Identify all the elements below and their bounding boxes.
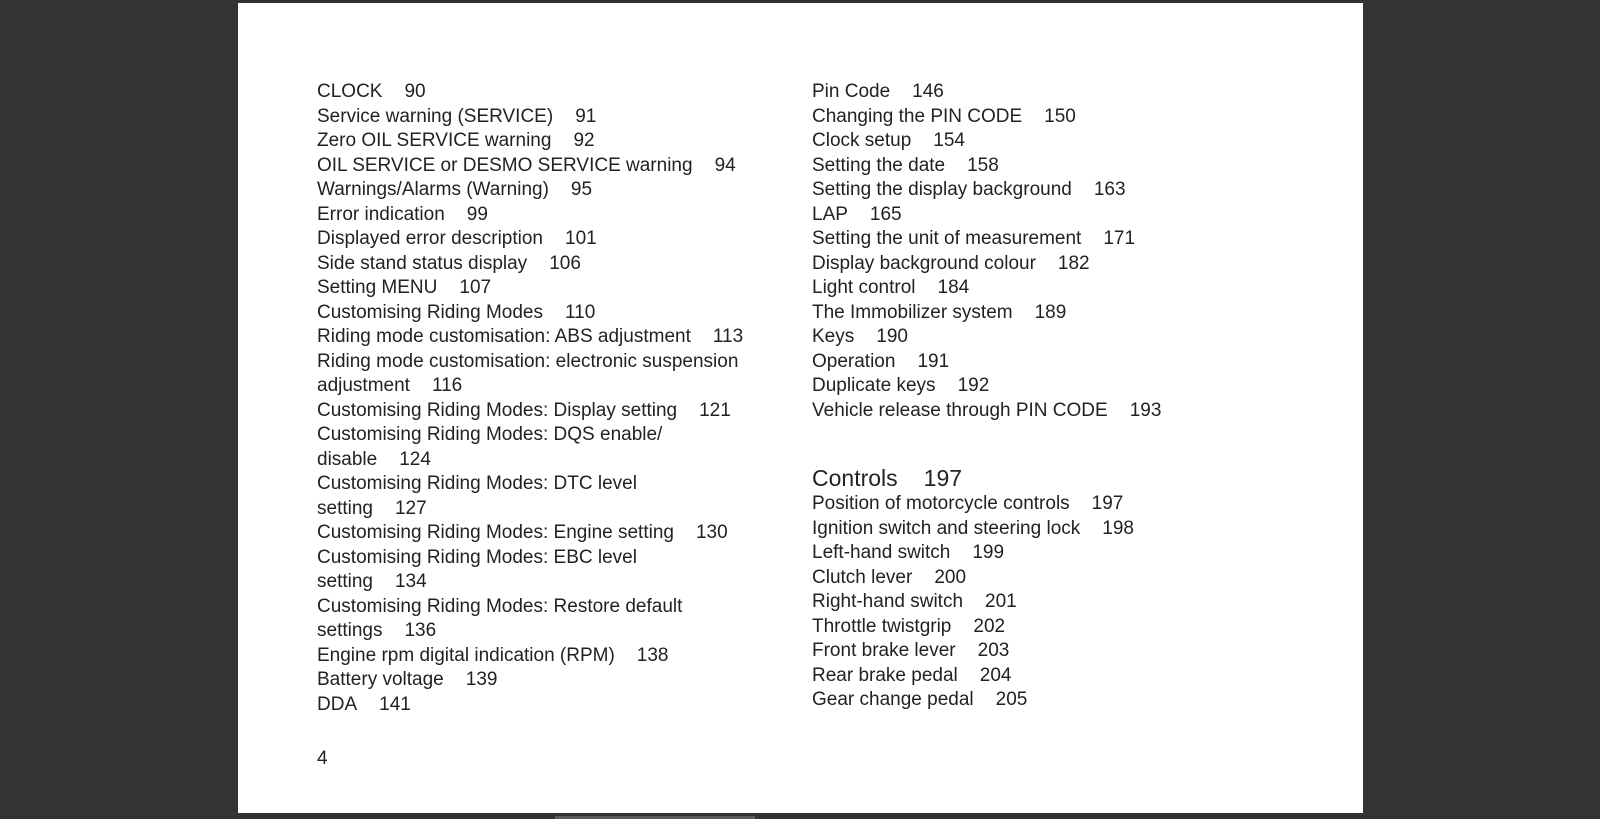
toc-entry[interactable]: Setting the date 158 <box>812 154 999 176</box>
toc-entry[interactable]: Customising Riding Modes: DTC level setting 127 <box>317 473 637 519</box>
toc-entry[interactable]: Left-hand switch 199 <box>812 542 1005 563</box>
toc-entry[interactable]: DDA 141 <box>317 693 411 715</box>
toc-entry[interactable]: Right-hand switch 201 <box>812 591 1017 612</box>
toc-entry[interactable]: Changing the PIN CODE 150 <box>812 105 1076 127</box>
toc-entry[interactable]: Zero OIL SERVICE warning 92 <box>317 130 595 151</box>
toc-entry[interactable]: Duplicate keys 192 <box>812 375 990 396</box>
toc-entry[interactable]: Front brake lever 203 <box>812 640 1010 661</box>
toc-entry[interactable]: Throttle twistgrip 202 <box>812 615 1006 637</box>
toc-entry[interactable]: Battery voltage 139 <box>317 669 498 690</box>
toc-entry[interactable]: Error indication 99 <box>317 203 488 225</box>
toc-entry[interactable]: Riding mode customisation: electronic suspension adjustment 116 <box>317 350 739 396</box>
toc-entry[interactable]: Riding mode customisation: ABS adjustment 113 <box>317 326 744 347</box>
toc-entry[interactable]: Engine rpm digital indication (RPM) 138 <box>317 644 669 666</box>
toc-entry[interactable]: The Immobilizer system 189 <box>812 301 1067 323</box>
toc-entry[interactable]: Light control 184 <box>812 277 970 298</box>
toc-entry[interactable]: Setting the display background 163 <box>812 179 1126 200</box>
toc-entry[interactable]: Side stand status display 106 <box>317 252 581 274</box>
toc-entry[interactable]: Ignition switch and steering lock 198 <box>812 517 1134 539</box>
document-page <box>238 3 1363 813</box>
page-number: 4 <box>317 748 328 769</box>
toc-entry[interactable]: Display background colour 182 <box>812 252 1090 274</box>
toc-entry[interactable]: Customising Riding Modes: Restore default settings 136 <box>317 595 683 641</box>
toc-entry[interactable]: Vehicle release through PIN CODE 193 <box>812 399 1162 421</box>
toc-entry[interactable]: Customising Riding Modes: Engine setting 130 <box>317 522 728 543</box>
toc-entry[interactable]: Pin Code 146 <box>812 81 944 102</box>
toc-entry[interactable]: Clutch lever 200 <box>812 566 967 588</box>
toc-left-column <box>317 80 797 717</box>
toc-entry[interactable]: Service warning (SERVICE) 91 <box>317 105 597 127</box>
toc-right-column <box>812 80 1332 713</box>
toc-entry[interactable]: Warnings/Alarms (Warning) 95 <box>317 179 593 200</box>
toc-entry[interactable]: Customising Riding Modes: EBC level setting 134 <box>317 546 637 592</box>
toc-entry[interactable]: Customising Riding Modes 110 <box>317 301 596 323</box>
toc-entry[interactable]: Position of motorcycle controls 197 <box>812 493 1124 514</box>
toc-entry[interactable]: Rear brake pedal 204 <box>812 664 1012 686</box>
toc-entry[interactable]: Customising Riding Modes: Display setting 121 <box>317 399 731 421</box>
toc-entry[interactable]: Gear change pedal 205 <box>812 689 1028 710</box>
toc-entry[interactable]: Operation 191 <box>812 350 950 372</box>
toc-entry[interactable]: OIL SERVICE or DESMO SERVICE warning 94 <box>317 154 736 176</box>
toc-entry[interactable]: Setting MENU 107 <box>317 277 492 298</box>
toc-entry[interactable]: Displayed error description 101 <box>317 228 597 249</box>
toc-entry[interactable]: Customising Riding Modes: DQS enable/ disable 124 <box>317 424 663 470</box>
toc-entry[interactable]: Setting the unit of measurement 171 <box>812 228 1136 249</box>
toc-entry[interactable]: Clock setup 154 <box>812 130 965 151</box>
controls-section-heading[interactable]: Controls 197 <box>812 465 963 491</box>
toc-entry[interactable]: Keys 190 <box>812 326 908 347</box>
toc-entry[interactable]: CLOCK 90 <box>317 81 426 102</box>
toc-entry[interactable]: LAP 165 <box>812 203 902 225</box>
